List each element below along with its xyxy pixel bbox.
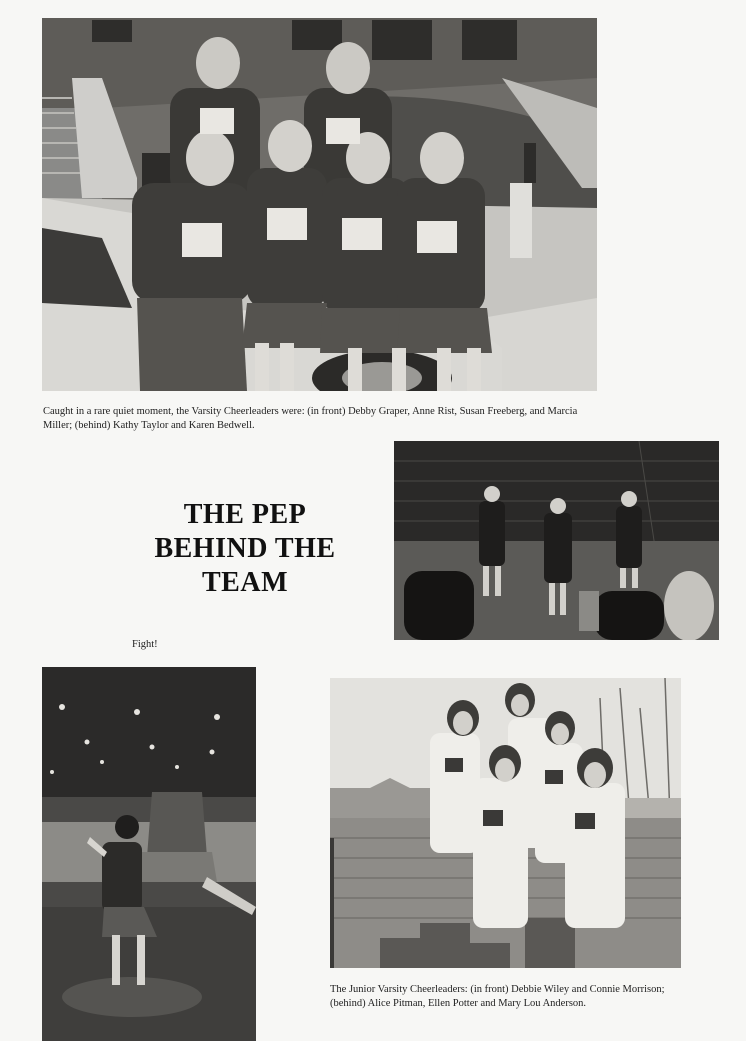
varsity-cheerleaders-photo [42,18,597,391]
title-line-3: TEAM [202,567,288,598]
varsity-caption: Caught in a rare quiet moment, the Varsity Cheerleaders were: (in front) Debby Graper, Anne Rist, Susan Freeberg, and Marcia Miller; (behind) Kathy Taylor and Karen Bedwell. [43,406,578,431]
gym-cheer-photo [394,441,719,640]
title-line-1: THE PEP [183,499,307,530]
page-title [92,498,398,600]
cheer-jump-photo [42,667,256,1041]
fight-caption: Fight! [132,639,158,650]
junior-varsity-photo [330,678,681,968]
title-line-2: BEHIND THE [154,533,336,564]
junior-varsity-caption: The Junior Varsity Cheerleaders: (in front) Debbie Wiley and Connie Morrison; (behind) Alice Pitman, Ellen Potter and Mary Lou Anderson. [330,984,665,1009]
